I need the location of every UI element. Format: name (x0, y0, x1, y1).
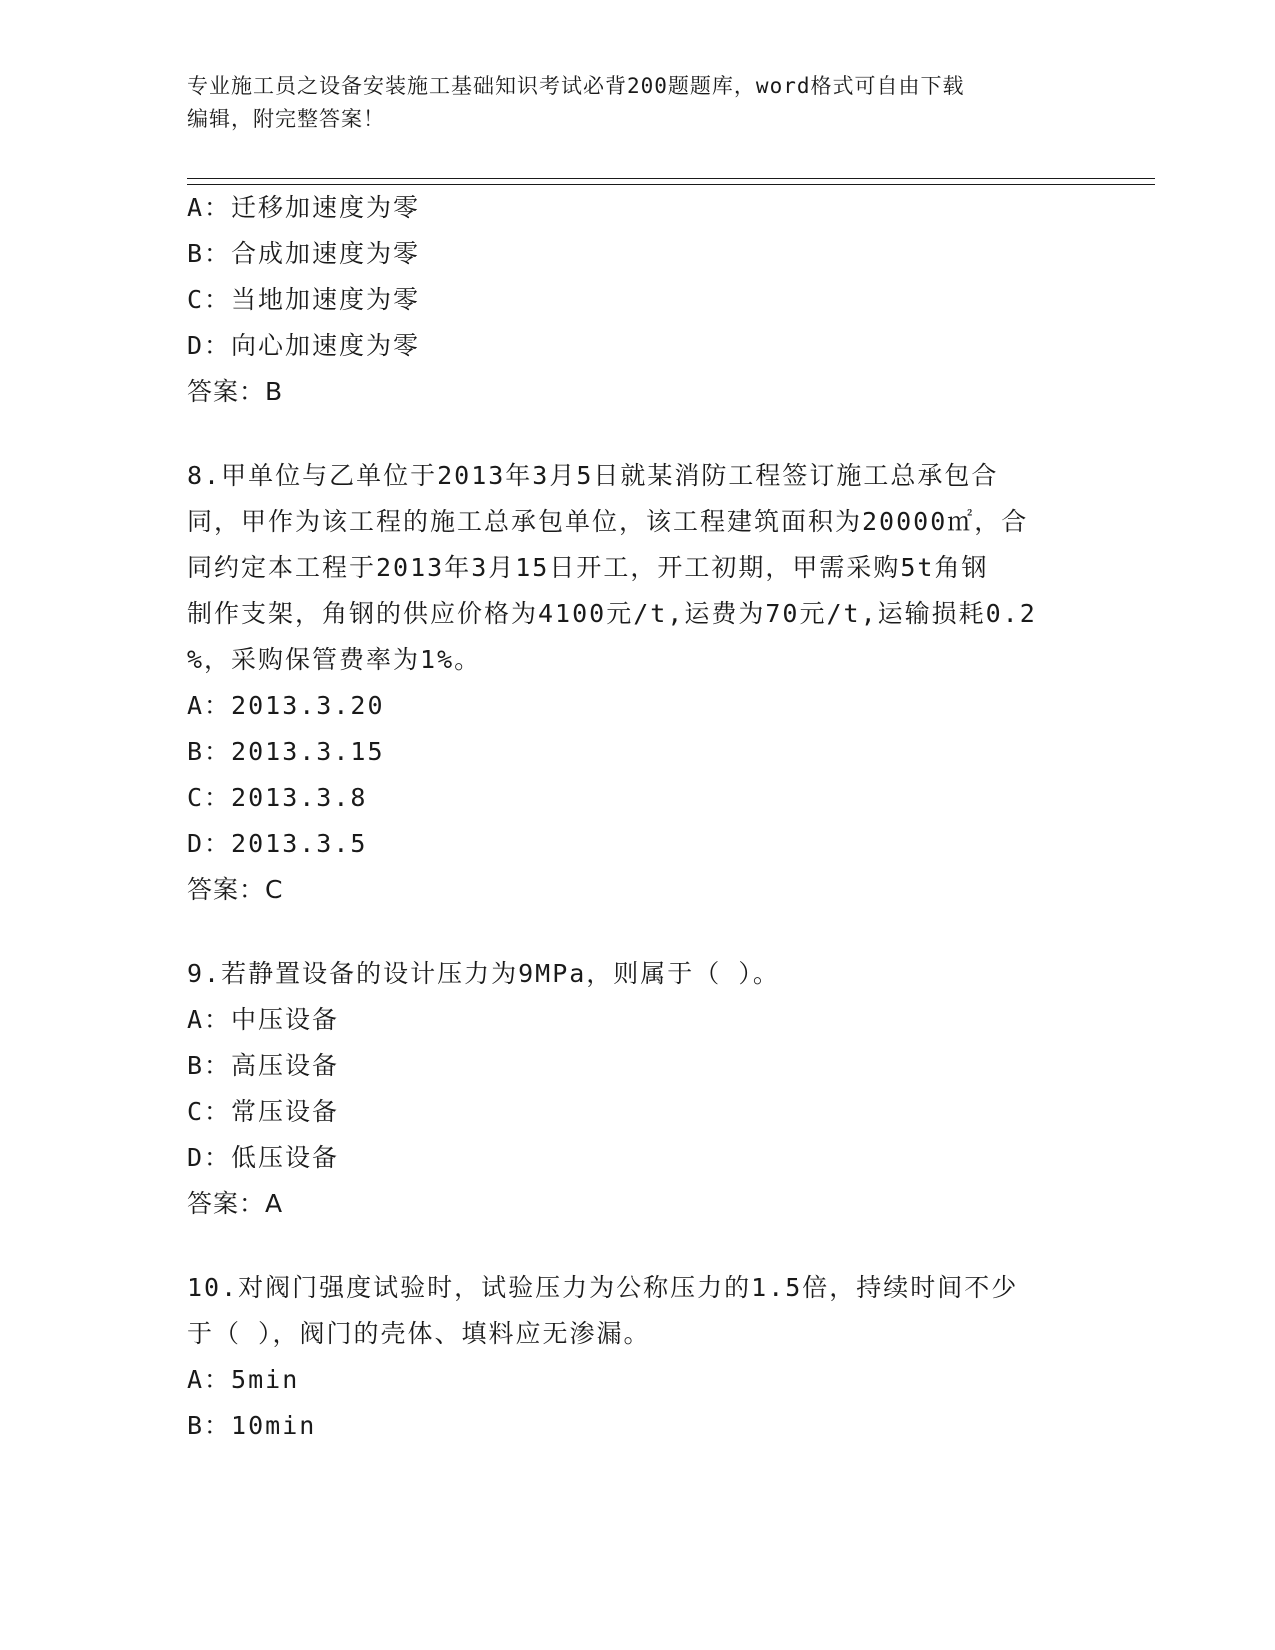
question-stem-line: 9.若静置设备的设计压力为9MPa，则属于（ ）。 (187, 959, 780, 988)
question-8 (187, 453, 1087, 913)
question-stem-line: 同约定本工程于2013年3月15日开工，开工初期，甲需采购5t角钢 (187, 553, 989, 582)
option-a: A：5min (187, 1365, 300, 1394)
option-a: A：2013.3.20 (187, 691, 385, 720)
question-stem-line: 8.甲单位与乙单位于2013年3月5日就某消防工程签订施工总承包合 (187, 461, 999, 490)
option-b: B：高压设备 (187, 1051, 340, 1080)
option-c: C：常压设备 (187, 1097, 340, 1126)
option-d: D：低压设备 (187, 1143, 340, 1172)
question-stem-line: 10.对阀门强度试验时，试验压力为公称压力的1.5倍，持续时间不少 (187, 1273, 1019, 1302)
option-a: A：中压设备 (187, 1005, 340, 1034)
answer: 答案：B (187, 377, 284, 406)
header-double-rule (187, 178, 1155, 185)
document-header (187, 70, 1087, 136)
answer: 答案：A (187, 1189, 284, 1218)
answer: 答案：C (187, 875, 284, 904)
option-b: B：2013.3.15 (187, 737, 385, 766)
option-b: B：合成加速度为零 (187, 239, 421, 268)
question-stem-line: 制作支架，角钢的供应价格为4100元/t,运费为70元/t,运输损耗0.2 (187, 599, 1037, 628)
question-stem-line: %，采购保管费率为1%。 (187, 645, 482, 674)
question-list (187, 185, 1087, 1449)
header-line-2: 编辑，附完整答案！ (187, 107, 385, 131)
option-d: D：2013.3.5 (187, 829, 368, 858)
question-stem-line: 同，甲作为该工程的施工总承包单位，该工程建筑面积为20000㎡，合 (187, 507, 1029, 536)
option-a: A：迁移加速度为零 (187, 193, 421, 222)
option-d: D：向心加速度为零 (187, 331, 421, 360)
option-c: C：当地加速度为零 (187, 285, 421, 314)
option-b: B：10min (187, 1411, 317, 1440)
question-10 (187, 1265, 1087, 1449)
header-line-1: 专业施工员之设备安装施工基础知识考试必背200题题库，word格式可自由下载 (187, 74, 965, 98)
question-9 (187, 951, 1087, 1227)
question-stem-line: 于（ ），阀门的壳体、填料应无渗漏。 (187, 1319, 651, 1348)
option-c: C：2013.3.8 (187, 783, 368, 812)
question-7 (187, 185, 1087, 415)
